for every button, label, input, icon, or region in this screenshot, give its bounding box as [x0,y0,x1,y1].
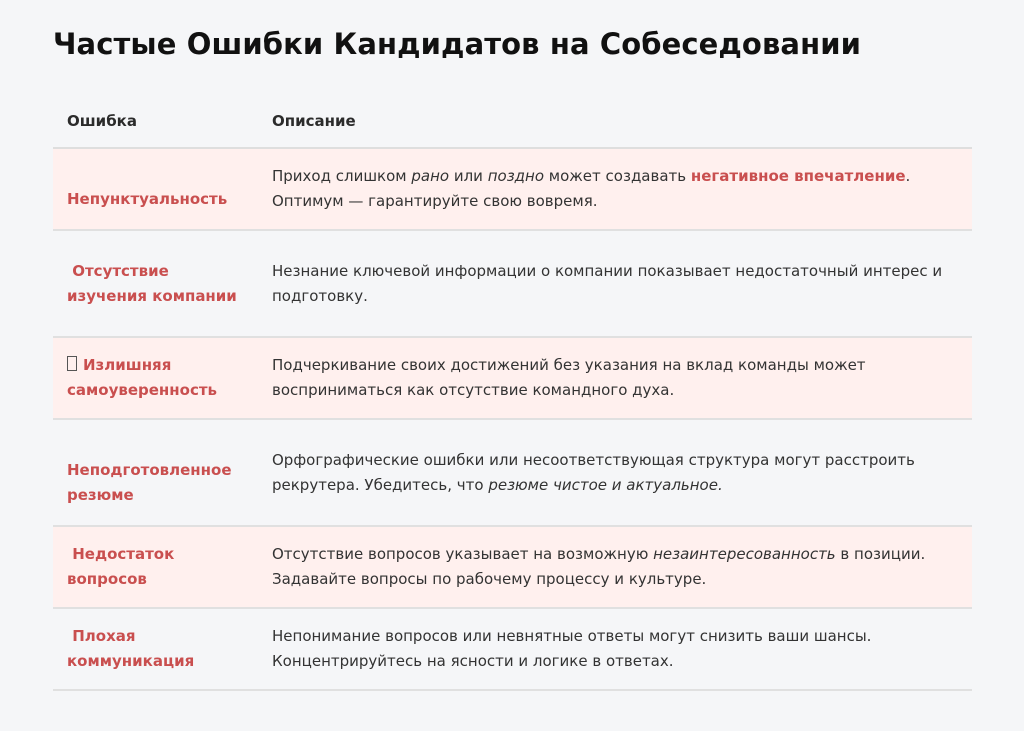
error-description [258,419,972,526]
description-emphasis: рано [411,167,450,185]
table-row [53,526,972,608]
error-description: Незнание ключевой информации о компании показывает недостаточный интерес и подготовку. [258,230,972,337]
description-text: Орфографические ошибки или несоответствующая структура могут расстроить рекрутера. Убедитесь, что [272,450,915,494]
error-description [258,526,972,608]
description-text: или [449,167,488,185]
error-name: Отсутствие изучения компании [53,230,258,337]
column-header-description: Описание [258,94,972,148]
error-name: Неподготовленное резюме [53,419,258,526]
description-emphasis: резюме чистое и актуальное. [488,475,723,494]
description-emphasis: поздно [487,167,545,185]
description-text: в позиции. Задавайте вопросы по рабочему процессу и культуре. [272,545,926,588]
error-name [53,337,258,419]
mistakes-table [53,94,972,691]
error-name: Недостаток вопросов [53,526,258,608]
description-text: может создавать [544,167,691,185]
error-name-text: Излишняя самоуверенность [67,356,218,399]
page-title: Частые Ошибки Кандидатов на Собеседовании [53,27,862,61]
error-description: Подчеркивание своих достижений без указания на вклад команды может восприниматься как отсутствие командного духа. [258,337,972,419]
table-row [53,230,972,337]
missing-glyph-icon [67,356,77,371]
column-header-error: Ошибка [53,94,258,148]
error-description [258,148,972,230]
description-text: Отсутствие вопросов указывает на возможную [272,545,654,563]
error-description: Непонимание вопросов или невнятные ответы могут снизить ваши шансы. Концентрируйтесь на ясности и логике в ответах. [258,608,972,690]
description-text: . Оптимум — гарантируйте свою вовремя. [272,167,911,210]
table-row [53,419,972,526]
table-row [53,148,972,230]
description-emphasis: незаинтересованность [653,545,836,563]
table-row [53,337,972,419]
table-header-row [53,94,972,148]
table-row [53,608,972,690]
error-name: Плохая коммуникация [53,608,258,690]
description-highlight: негативное впечатление [690,167,906,185]
error-name: Непунктуальность [53,148,258,230]
description-text: Приход слишком [272,167,412,185]
